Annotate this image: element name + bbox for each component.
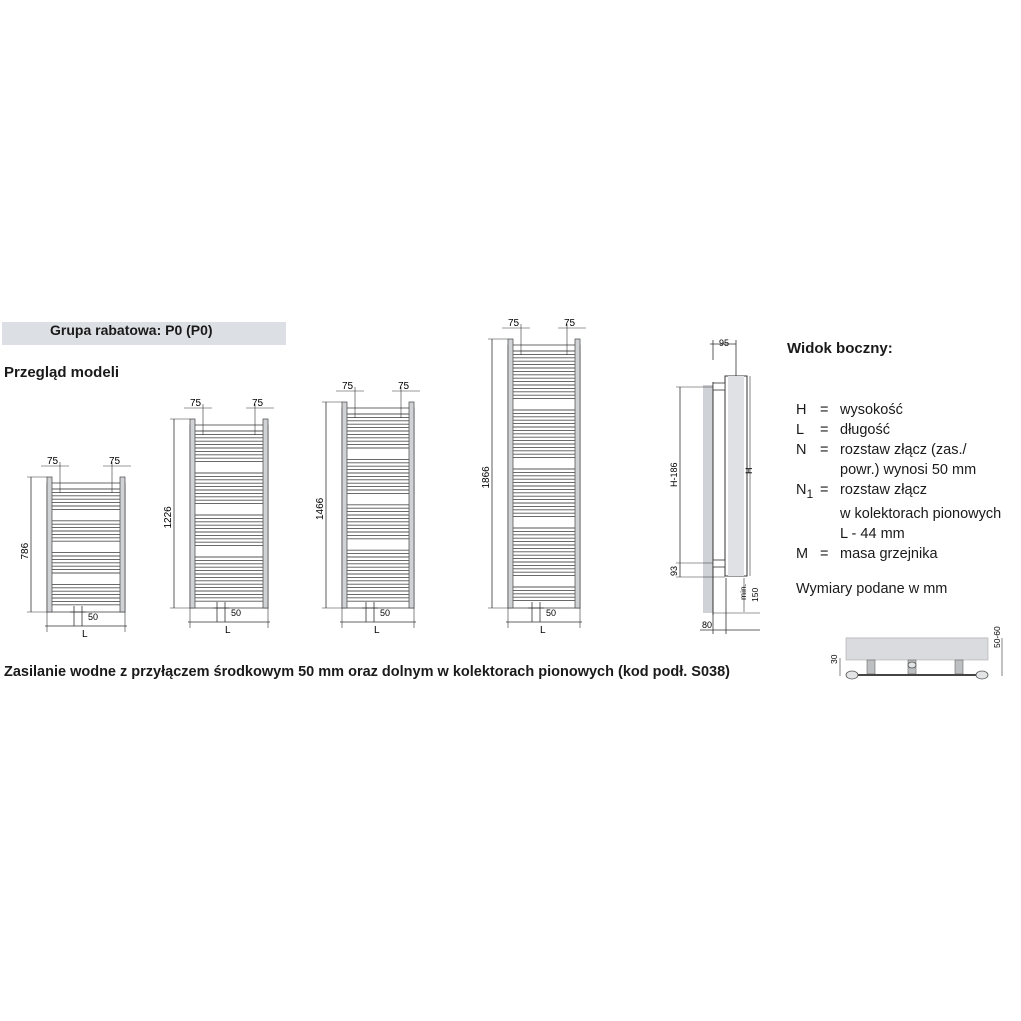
footer-text: Zasilanie wodne z przyłączem środkowym 50 mm oraz dolnym w kolektorach pionowych (kod podł. S038) xyxy=(4,664,730,680)
legend-row xyxy=(796,480,1001,504)
right-offset-label: 75 xyxy=(398,381,410,392)
legend-text: powr.) wynosi 50 mm xyxy=(840,462,977,478)
left-offset-label: 75 xyxy=(342,381,354,392)
wall-distance-label: 80 xyxy=(702,620,713,630)
collector-left xyxy=(190,419,195,608)
legend-equals xyxy=(820,504,840,524)
legend-equals: = xyxy=(820,442,829,458)
group-label: Grupa rabatowa: P0 (P0) xyxy=(50,322,213,338)
legend-row xyxy=(796,524,1001,544)
legend-equals: = xyxy=(820,402,829,418)
side-view-title: Widok boczny: xyxy=(787,340,893,357)
top-view-panel xyxy=(846,638,988,660)
right-offset-label: 75 xyxy=(252,398,264,409)
legend-symbol xyxy=(796,504,820,524)
height-dim-label: 1866 xyxy=(481,466,492,489)
legend-row xyxy=(796,504,1001,524)
side-depth-label: 95 xyxy=(719,338,730,348)
dimensions-note: Wymiary podane w mm xyxy=(796,581,948,597)
height-dim-label: 1466 xyxy=(315,497,326,520)
left-offset-label: 75 xyxy=(508,318,520,329)
legend-equals: = xyxy=(820,422,829,438)
bracket-top xyxy=(713,383,725,390)
radiator-profile-fill xyxy=(728,376,744,576)
overview-title: Przegląd modeli xyxy=(4,364,120,381)
left-offset-label: 75 xyxy=(47,456,59,467)
collector-right xyxy=(263,419,268,608)
legend-row xyxy=(796,400,1001,420)
legend-symbol: N xyxy=(796,442,807,458)
pipe-spacing-label: 50 xyxy=(88,612,99,622)
models-layer xyxy=(20,318,586,640)
collector-right xyxy=(575,339,580,608)
min-label: min. xyxy=(738,583,748,600)
legend-text: wysokość xyxy=(840,402,903,418)
legend-symbol: M xyxy=(796,545,809,562)
legend-symbol: $N_1$ xyxy=(796,482,814,501)
left-offset-label: 75 xyxy=(190,398,202,409)
height-dim-label: H xyxy=(744,467,754,474)
legend-equals xyxy=(820,460,840,480)
legend-symbol xyxy=(796,524,820,544)
legend-symbol: L xyxy=(796,422,805,438)
length-label: L xyxy=(225,625,231,636)
min-value: 150 xyxy=(750,587,760,602)
legend-text: rozstaw złącz (zas./ xyxy=(840,442,967,458)
side-view-diagram xyxy=(660,330,780,640)
collector-left xyxy=(342,402,347,608)
legend xyxy=(796,400,1001,564)
legend-text: masa grzejnika xyxy=(840,545,938,562)
wall-shade xyxy=(703,385,713,613)
collector-left xyxy=(508,339,513,608)
legend-equals xyxy=(820,524,840,544)
bottom-offset-label: 93 xyxy=(669,565,679,576)
legend-row xyxy=(796,544,1001,564)
legend-symbol xyxy=(796,460,820,480)
legend-text: L - 44 mm xyxy=(840,525,905,542)
legend-equals: = xyxy=(820,482,829,498)
bracket-bottom xyxy=(713,560,725,567)
top-depth-label: 30 xyxy=(829,654,839,664)
height-dim-label: 786 xyxy=(20,542,31,560)
legend-text: długość xyxy=(840,422,890,438)
top-gap-label: 50-60 xyxy=(992,626,1002,648)
legend-row xyxy=(796,440,1001,460)
top-view-diagram xyxy=(820,615,1015,690)
legend-equals: = xyxy=(820,545,829,562)
length-label: L xyxy=(540,625,546,636)
pipe-spacing-label: 50 xyxy=(380,608,391,618)
pipe-spacing-label: 50 xyxy=(546,608,557,618)
inner-height-label: H-186 xyxy=(669,462,679,487)
right-offset-label: 75 xyxy=(564,318,576,329)
legend-text: rozstaw złącz xyxy=(840,482,928,498)
collector-left xyxy=(47,477,52,612)
height-dim-label: 1226 xyxy=(163,506,174,529)
length-label: L xyxy=(82,629,88,640)
collector-right xyxy=(409,402,414,608)
legend-row xyxy=(796,420,1001,440)
pipe-spacing-label: 50 xyxy=(231,608,242,618)
length-label: L xyxy=(374,625,380,636)
legend-row xyxy=(796,460,1001,480)
legend-text: w kolektorach pionowych xyxy=(840,505,1002,522)
collector-right xyxy=(120,477,125,612)
subscript: 1 xyxy=(806,486,814,501)
right-offset-label: 75 xyxy=(109,456,121,467)
legend-symbol: H xyxy=(796,402,807,418)
